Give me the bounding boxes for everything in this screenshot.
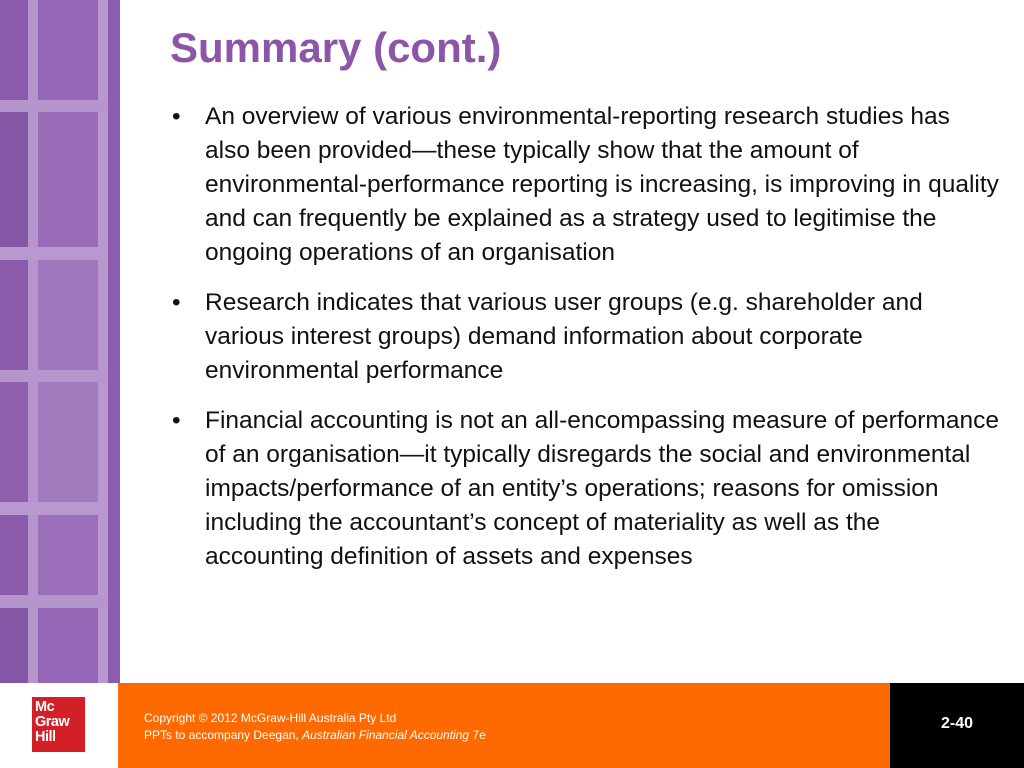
slide-footer — [0, 683, 1024, 768]
bullet-icon: • — [172, 289, 181, 316]
page-number-box — [890, 683, 1024, 768]
ppt-credit — [144, 727, 486, 744]
bullet-text: Research indicates that various user groups (e.g. shareholder and various interest groups) demand information about corporate environmental performance — [205, 289, 923, 384]
page-number: 2-40 — [940, 715, 974, 732]
logo-area — [0, 683, 118, 768]
decorative-side-image — [0, 0, 120, 683]
copyright-text: Copyright © 2012 McGraw-Hill Australia Pty Ltd — [144, 711, 397, 725]
bullet-text: An overview of various environmental-reporting research studies has also been provided—these typically show that the amount of environmental-performance reporting is increasing, is improving in quality and can frequently be explained as a strategy used to legitimise the ongoing operations of an organisation — [205, 103, 999, 266]
book-title: Australian Financial Accounting — [302, 728, 470, 742]
bullet-item — [170, 286, 1000, 388]
mcgraw-hill-logo — [32, 697, 85, 752]
bullet-item — [170, 100, 1000, 270]
bullet-list — [170, 100, 1000, 590]
bullet-icon: • — [172, 103, 181, 130]
footer-text — [144, 710, 486, 744]
logo-line: Hill — [35, 729, 56, 745]
footer-bar — [118, 683, 890, 768]
slide-title: Summary (cont.) — [170, 24, 502, 71]
edition: 7e — [469, 728, 486, 742]
logo-line: Graw — [35, 714, 70, 730]
bullet-item — [170, 404, 1000, 574]
bullet-icon: • — [172, 407, 181, 434]
bullet-text: Financial accounting is not an all-encompassing measure of performance of an organisation—it typically disregards the social and environmental impacts/performance of an entity’s operations; reasons for omission including the accountant’s concept of materiality as well as the accounting definition of assets and expenses — [205, 407, 999, 570]
logo-line: Mc — [35, 699, 55, 715]
ppt-prefix: PPTs to accompany Deegan, — [144, 728, 303, 742]
